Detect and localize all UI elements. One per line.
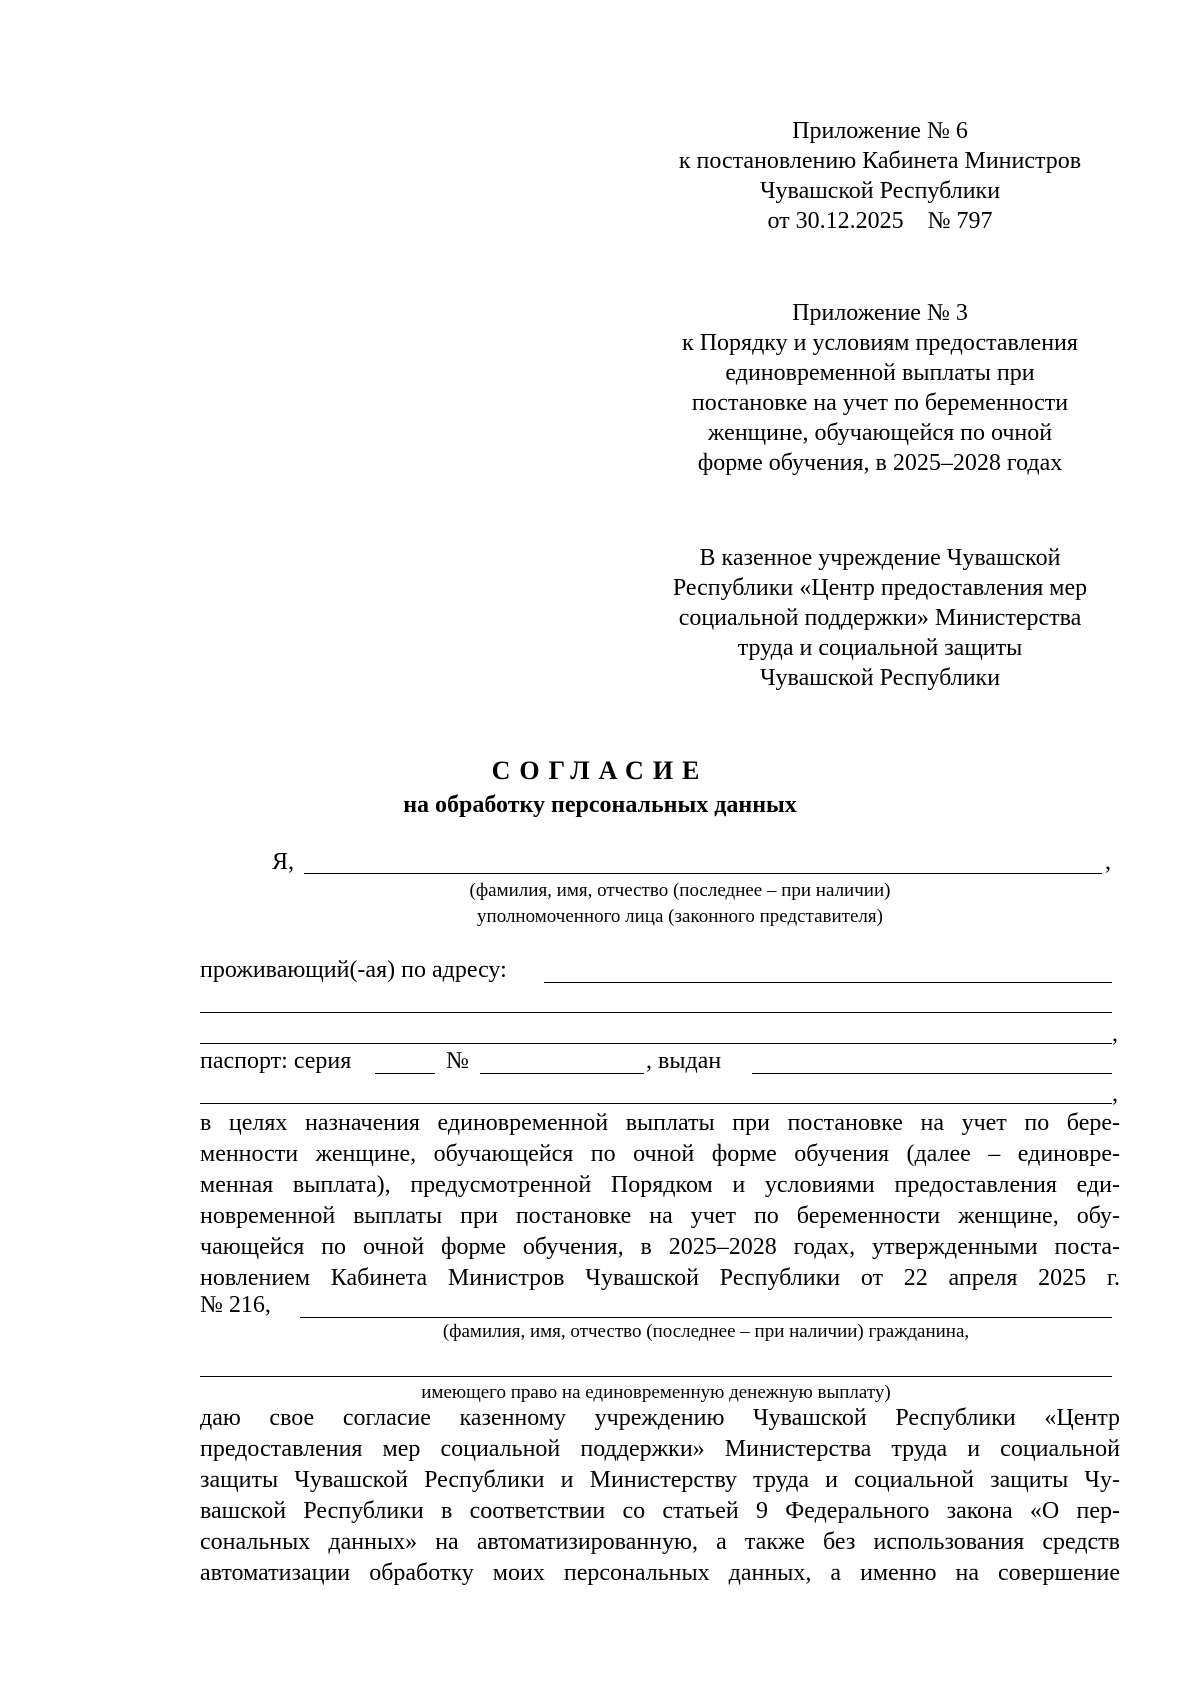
document-subtitle: на обработку персональных данных (403, 792, 797, 818)
passport-number-line[interactable] (480, 1073, 644, 1074)
issued-by-line-1[interactable] (752, 1073, 1112, 1074)
passport-series-line[interactable] (375, 1073, 435, 1074)
comma: , (1105, 849, 1111, 875)
paragraph-line: вашской Республики в соответствии со статьей 9 Федерального закона «О пер- (200, 1498, 1120, 1524)
addressee-line: В казенное учреждение Чувашской (699, 545, 1061, 571)
issued-by-line-2[interactable] (200, 1103, 1112, 1104)
citizen-caption: (фамилия, имя, отчество (последнее – при наличии) гражданина, (442, 1321, 970, 1342)
address-line-2[interactable] (200, 1012, 1112, 1013)
paragraph-line: чающейся по очной форме обучения, в 2025–2028 годах, утвержденными поста- (200, 1234, 1120, 1260)
passport-number-sign: № (446, 1048, 469, 1074)
paragraph-line: сональных данных» на автоматизированную, а также без использования средств (200, 1529, 1120, 1555)
name-caption-1: (фамилия, имя, отчество (последнее – при наличии) (469, 880, 891, 901)
paragraph-line: даю свое согласие казенному учреждению Чувашской Республики «Центр (200, 1405, 1120, 1431)
paragraph-line: менности женщине, обучающейся по очной форме обучения (далее – единовре- (200, 1141, 1120, 1167)
paragraph-line: предоставления мер социальной поддержки» Министерства труда и социальной (200, 1436, 1120, 1462)
appendix-3-line: к Порядку и условиям предоставления (682, 330, 1078, 356)
consent-paragraph (200, 1403, 1120, 1589)
citizen-name-line[interactable] (300, 1317, 1112, 1318)
paragraph-line: новременной выплаты при постановке на учет по беременности женщине, обу- (200, 1203, 1120, 1229)
address-line-3[interactable] (200, 1043, 1112, 1044)
appendix-6-header (640, 116, 1120, 236)
addressee-line: Республики «Центр предоставления мер (672, 575, 1088, 601)
document-title: СОГЛАСИЕ (491, 756, 709, 785)
issued-label: , выдан (646, 1048, 722, 1074)
paragraph-line: менная выплата), предусмотренной Порядком и условиями предоставления еди- (200, 1172, 1120, 1198)
name-caption-2: уполномоченного лица (законного представителя) (477, 906, 883, 927)
representative-name-line[interactable] (304, 873, 1102, 874)
appendix-6-line-1: Приложение № 6 (792, 118, 968, 144)
paragraph-line: в целях назначения единовременной выплаты при постановке на учет по бере- (200, 1110, 1120, 1136)
paragraph-line: защиты Чувашской Республики и Министерству труда и социальной защиты Чу- (200, 1467, 1120, 1493)
comma: , (1112, 1081, 1118, 1107)
appendix-6-line-2: к постановлению Кабинета Министров (678, 148, 1082, 174)
addressee-line: социальной поддержки» Министерства (678, 605, 1082, 631)
comma: , (1112, 1021, 1118, 1047)
paragraph-line: автоматизации обработку моих персональных данных, а именно на совершение (200, 1560, 1120, 1586)
citizen-name-line-2[interactable] (200, 1376, 1112, 1377)
appendix-3-line: форме обучения, в 2025–2028 годах (697, 450, 1063, 476)
addressee-line: труда и социальной защиты (737, 635, 1023, 661)
appendix-6-line-3: Чувашской Республики (759, 178, 1001, 204)
addressee-line: Чувашской Республики (759, 665, 1001, 691)
appendix-3-line: женщине, обучающейся по очной (707, 420, 1053, 446)
ya-label: Я, (272, 849, 295, 875)
passport-series-label: паспорт: серия (200, 1048, 352, 1074)
purpose-paragraph (200, 1108, 1120, 1294)
appendix-3-line: Приложение № 3 (792, 300, 968, 326)
resolution-number: № 216, (200, 1292, 271, 1318)
appendix-6-line-4: от 30.12.2025 № 797 (767, 208, 993, 234)
paragraph-line: новлением Кабинета Министров Чувашской Республики от 22 апреля 2025 г. (200, 1265, 1120, 1291)
address-line-1[interactable] (544, 982, 1112, 983)
appendix-3-header (640, 298, 1120, 478)
appendix-3-line: постановке на учет по беременности (691, 390, 1069, 416)
right-caption: имеющего право на единовременную денежную выплату) (421, 1382, 891, 1403)
appendix-3-line: единовременной выплаты при (725, 360, 1035, 386)
addressee-block (640, 543, 1120, 693)
address-label: проживающий(-ая) по адресу: (200, 957, 507, 983)
